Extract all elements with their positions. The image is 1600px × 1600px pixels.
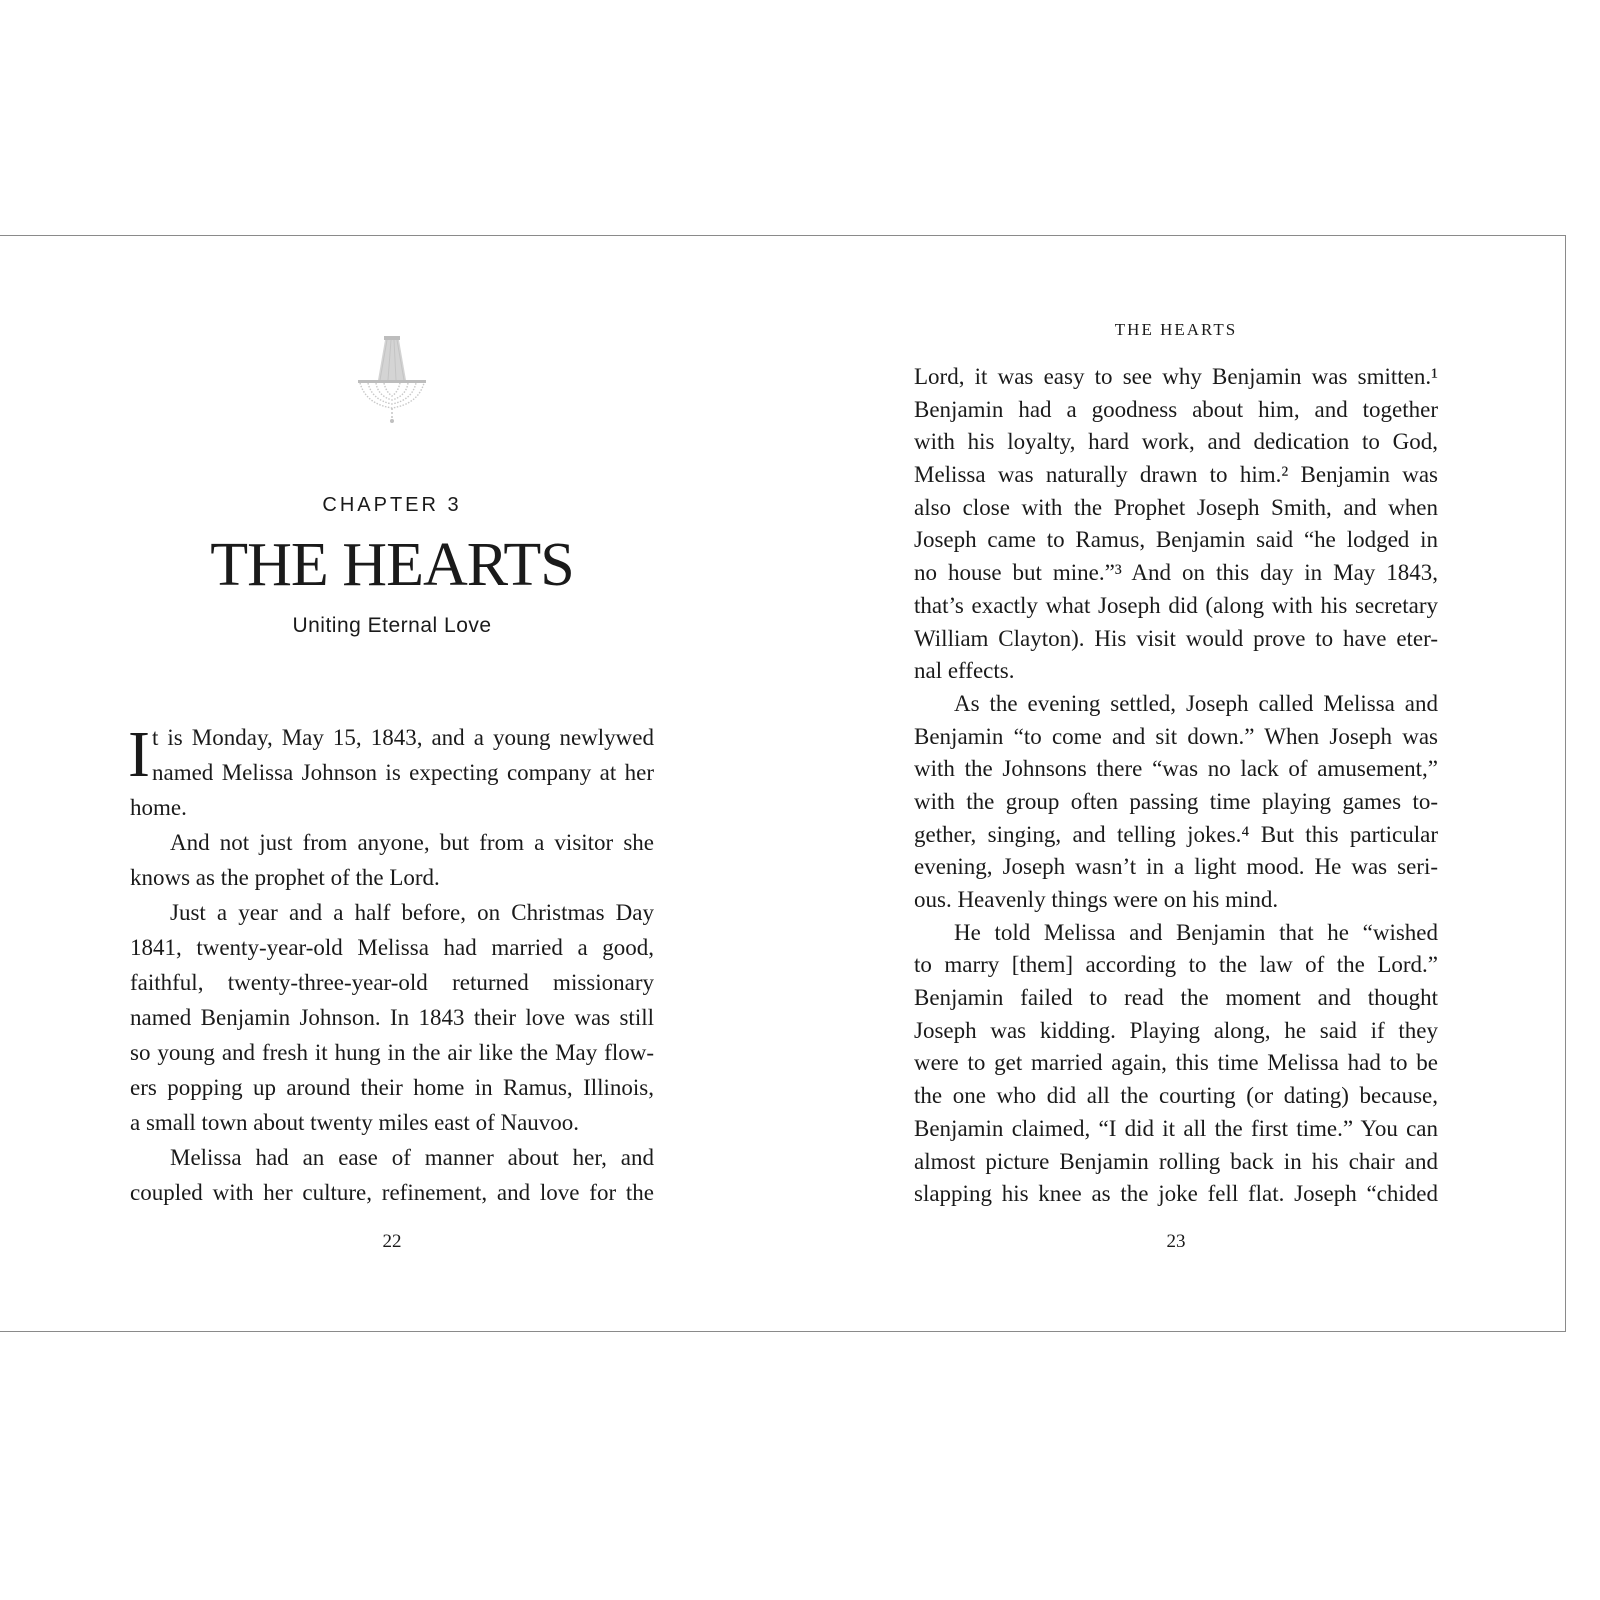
- text-line: so young and fresh it hung in the air like the May flow-: [130, 1040, 654, 1065]
- text-line: were to get married again, this time Melissa had to be: [914, 1050, 1438, 1076]
- text-line: Benjamin claimed, “I did it all the first time.” You can: [914, 1115, 1438, 1141]
- text-line: As the evening settled, Joseph called Melissa and: [954, 690, 1438, 716]
- text-line: slapping his knee as the joke fell flat. Joseph “chided: [914, 1181, 1438, 1207]
- text-line: William Clayton). His visit would prove to have eter-: [914, 625, 1438, 651]
- text-line: Joseph was kidding. Playing along, he said if they: [914, 1017, 1438, 1043]
- chapter-subtitle: Uniting Eternal Love: [292, 614, 492, 637]
- chapter-label: CHAPTER 3: [322, 494, 462, 516]
- text-line: ers popping up around their home in Ramus, Illinois,: [130, 1075, 654, 1100]
- text-line: with the Johnsons there “was no lack of amusement,”: [914, 756, 1438, 782]
- text-line: evening, Joseph wasn’t in a light mood. He was seri-: [914, 854, 1438, 880]
- text-line: Benjamin had a goodness about him, and together: [914, 396, 1438, 422]
- text-line: ous. Heavenly things were on his mind.: [914, 887, 1279, 912]
- drop-cap: I: [128, 718, 150, 791]
- text-line: home.: [130, 795, 187, 820]
- text-line: gether, singing, and telling jokes.⁴ But this particular: [914, 821, 1438, 847]
- text-line: with the group often passing time playing games to-: [914, 788, 1438, 814]
- page-number-right: 23: [1166, 1231, 1186, 1252]
- text-line: with his loyalty, hard work, and dedication to God,: [914, 429, 1438, 455]
- text-line: 1841, twenty-year-old Melissa had married a good,: [130, 935, 654, 960]
- chapter-title: THE HEARTS: [210, 531, 574, 599]
- text-line: Benjamin “to come and sit down.” When Joseph was: [914, 723, 1438, 749]
- text-line: And not just from anyone, but from a visitor she: [170, 830, 654, 855]
- text-line: knows as the prophet of the Lord.: [130, 865, 440, 890]
- chandelier-icon: [356, 334, 428, 424]
- right-page-body: [914, 361, 1438, 1211]
- text-line: almost picture Benjamin rolling back in his chair and: [914, 1148, 1438, 1174]
- text-line: faithful, twenty-three-year-old returned missionary: [130, 970, 654, 995]
- text-line: Benjamin failed to read the moment and thought: [914, 985, 1438, 1011]
- text-line: nal effects.: [914, 658, 1015, 684]
- text-line: Melissa had an ease of manner about her, and: [170, 1145, 654, 1170]
- text-line: named Benjamin Johnson. In 1843 their love was still: [130, 1005, 654, 1030]
- running-head: THE HEARTS: [1114, 320, 1238, 339]
- page-number-left: 22: [382, 1231, 402, 1252]
- text-line: coupled with her culture, refinement, and love for the: [130, 1180, 654, 1205]
- text-line: that’s exactly what Joseph did (along with his secretary: [914, 592, 1438, 618]
- text-line: no house but mine.”³ And on this day in May 1843,: [914, 560, 1438, 586]
- text-line: He told Melissa and Benjamin that he “wished: [954, 919, 1438, 945]
- text-line: Joseph came to Ramus, Benjamin said “he lodged in: [914, 527, 1438, 553]
- text-line: Just a year and a half before, on Christmas Day: [170, 900, 654, 925]
- text-line: Lord, it was easy to see why Benjamin was smitten.¹: [914, 364, 1438, 389]
- left-page-body: [130, 720, 654, 1210]
- text-line: to marry [them] according to the law of the Lord.”: [914, 952, 1438, 978]
- text-line: Melissa was naturally drawn to him.² Benjamin was: [914, 462, 1438, 488]
- text-line: named Melissa Johnson is expecting company at her: [152, 760, 654, 785]
- text-line: t is Monday, May 15, 1843, and a young newlywed: [152, 725, 654, 750]
- text-line: a small town about twenty miles east of Nauvoo.: [130, 1110, 580, 1135]
- text-line: the one who did all the courting (or dating) because,: [914, 1083, 1438, 1109]
- text-line: also close with the Prophet Joseph Smith, and when: [914, 494, 1438, 520]
